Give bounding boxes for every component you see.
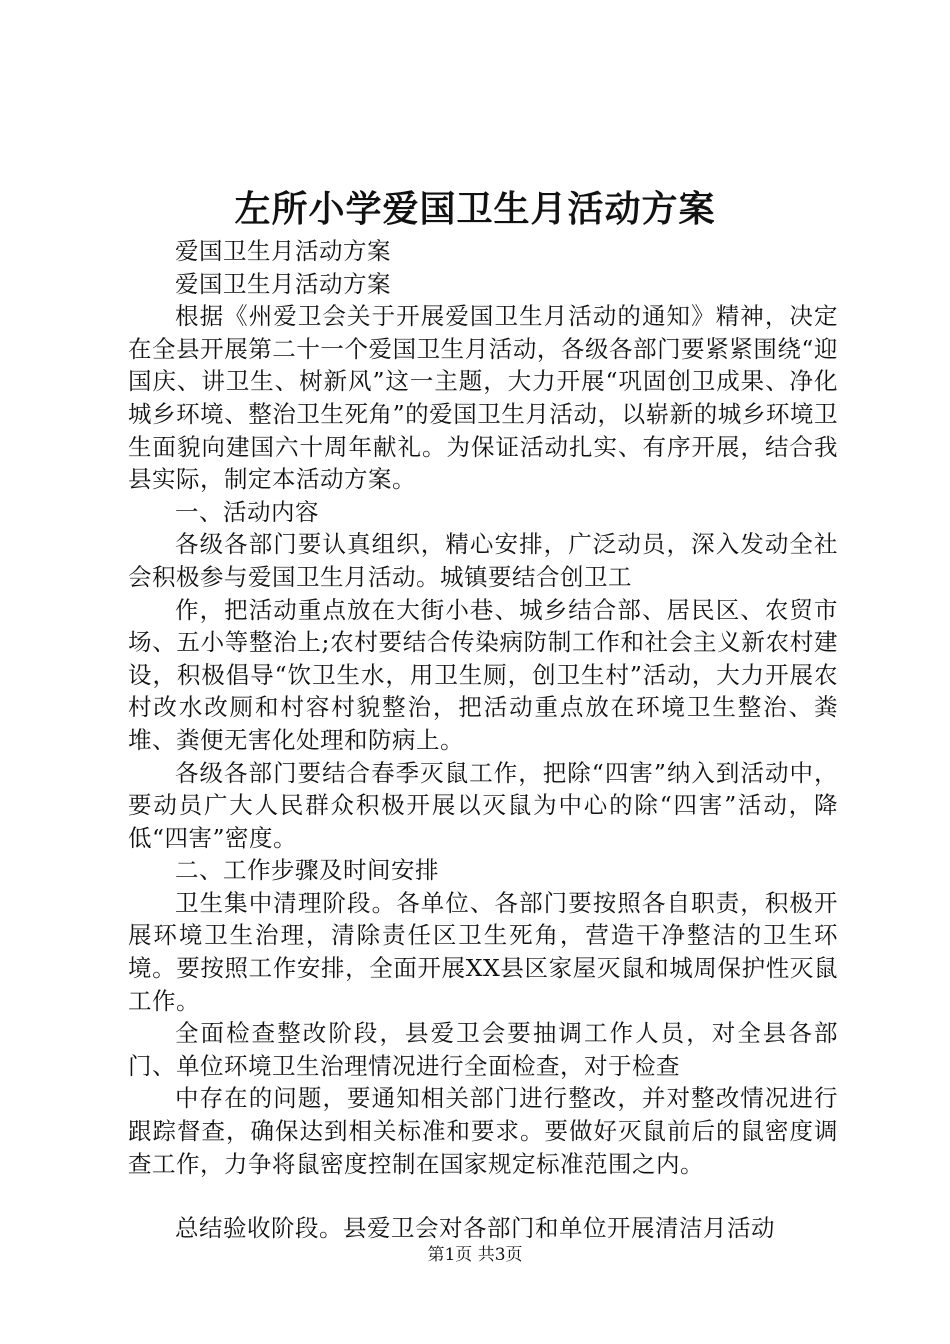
paragraph: 根据《州爱卫会关于开展爱国卫生月活动的通知》精神，决定在全县开展第二十一个爱国卫生月活动，各级各部门要紧紧围绕“迎国庆、讲卫生、树新风”这一主题，大力开展“巩固创卫成果、净化城乡环境、整治卫生死角”的爱国卫生月活动，以崭新的城乡环境卫生面貌向建国六十周年献礼。为保证活动扎实、有序开展，结合我县实际，制定本活动方案。 — [128, 302, 838, 494]
paragraph: 各级各部门要结合春季灭鼠工作，把除“四害”纳入到活动中，要动员广大人民群众积极开展以灭鼠为中心的除“四害”活动，降低“四害”密度。 — [128, 758, 838, 852]
document-body — [128, 235, 838, 1245]
paragraph: 爱国卫生月活动方案 — [175, 269, 391, 298]
paragraph: 作，把活动重点放在大街小巷、城乡结合部、居民区、农贸市场、五小等整治上;农村要结合传染病防制工作和社会主义新农村建设，积极倡导“饮卫生水，用卫生厕，创卫生村”活动，大力开展农村改水改厕和村容村貌整治，把活动重点放在环境卫生整治、粪堆、粪便无害化处理和防病上。 — [128, 595, 838, 754]
paragraph: 卫生集中清理阶段。各单位、各部门要按照各自职责，积极开展环境卫生治理，清除责任区卫生死角，营造干净整洁的卫生环境。要按照工作安排，全面开展XX县区家屋灭鼠和城周保护性灭鼠工作。 — [128, 888, 838, 1015]
paragraph: 全面检查整改阶段，县爱卫会要抽调工作人员，对全县各部门、单位环境卫生治理情况进行全面检查，对于检查 — [128, 1019, 838, 1080]
section-heading: 二、工作步骤及时间安排 — [175, 856, 439, 885]
section-heading: 一、活动内容 — [175, 497, 319, 526]
paragraph: 中存在的问题，要通知相关部门进行整改，并对整改情况进行跟踪督查，确保达到相关标准和要求。要做好灭鼠前后的鼠密度调查工作，力争将鼠密度控制在国家规定标准范围之内。 — [128, 1084, 838, 1178]
page-number-footer: 第1页 共3页 — [427, 1245, 523, 1265]
paragraph: 总结验收阶段。县爱卫会对各部门和单位开展清洁月活动 — [175, 1214, 775, 1243]
paragraph: 各级各部门要认真组织，精心安排，广泛动员，深入发动全社会积极参与爱国卫生月活动。城镇要结合创卫工 — [128, 530, 838, 591]
document-title: 左所小学爱国卫生月活动方案 — [234, 188, 716, 230]
paragraph: 爱国卫生月活动方案 — [175, 237, 391, 265]
